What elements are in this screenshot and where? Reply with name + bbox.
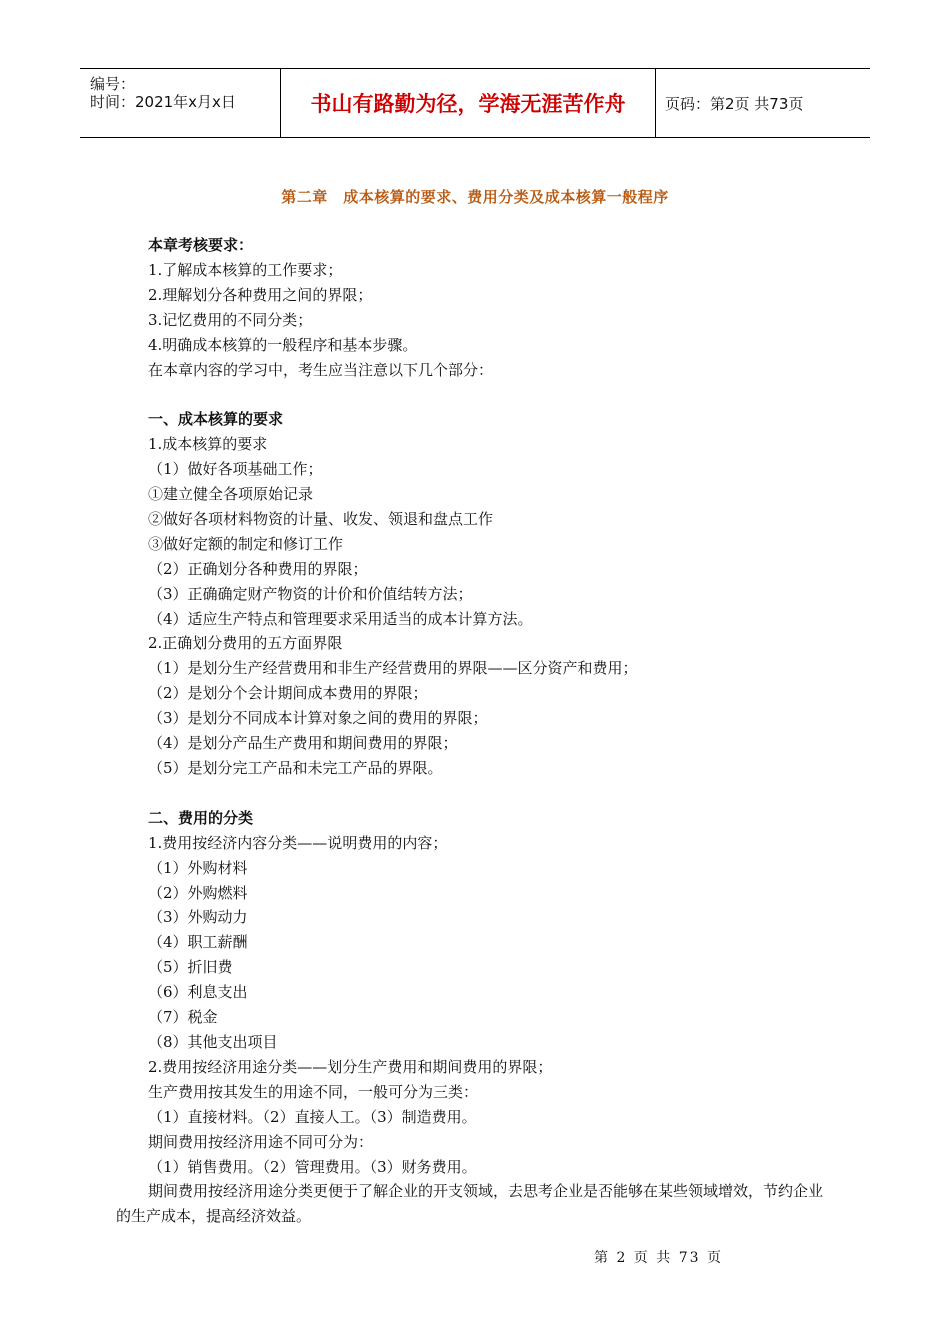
text-line: （4）是划分产品生产费用和期间费用的界限； — [148, 734, 458, 753]
requirements-note: 在本章内容的学习中，考生应当注意以下几个部分： — [148, 360, 494, 379]
header-motto: 书山有路勤为径，学海无涯苦作舟 — [280, 69, 656, 137]
header-meta-cell — [80, 69, 280, 137]
text-line: （3）是划分不同成本计算对象之间的费用的界限； — [148, 709, 488, 728]
header-page-info: 页码：第2页 共73页 — [665, 94, 804, 113]
text-line: （4）适应生产特点和管理要求采用适当的成本计算方法。 — [148, 609, 533, 628]
text-line: （1）直接材料。（2）直接人工。（3）制造费用。 — [148, 1107, 477, 1126]
text-line: （5）是划分完工产品和未完工产品的界限。 — [148, 759, 443, 778]
document-body — [116, 233, 868, 1229]
section-heading: 一、成本核算的要求 — [148, 410, 284, 429]
text-line: 2.费用按经济用途分类——划分生产费用和期间费用的界限； — [148, 1057, 553, 1076]
text-line: （1）外购材料 — [148, 858, 248, 877]
text-line: 2.正确划分费用的五方面界限 — [148, 634, 343, 653]
page-footer: 第 2 页 共 73 页 — [594, 1250, 723, 1266]
text-line: （2）正确划分各种费用的界限； — [148, 559, 368, 578]
spacer — [148, 382, 868, 407]
text-line: （7）税金 — [148, 1008, 218, 1027]
date-label: 时间：2021年x月x日 — [90, 93, 236, 111]
text-line: 1.成本核算的要求 — [148, 435, 268, 454]
text-line: 期间费用按经济用途不同可分为： — [148, 1132, 374, 1151]
text-line: ②做好各项材料物资的计量、收发、领退和盘点工作 — [148, 509, 494, 528]
text-line: （2）外购燃料 — [148, 883, 248, 902]
text-line: （1）是划分生产经营费用和非生产经营费用的界限——区分资产和费用； — [148, 659, 638, 678]
text-line: （2）是划分个会计期间成本费用的界限； — [148, 684, 428, 703]
text-line: （4）职工薪酬 — [148, 933, 248, 952]
text-line: （3）正确确定财产物资的计价和价值结转方法； — [148, 584, 473, 603]
text-line: ③做好定额的制定和修订工作 — [148, 534, 344, 553]
closing-paragraph: 期间费用按经济用途分类更便于了解企业的开支领域，去思考企业是否能够在某些领域增效，节约企业的生产成本，提高经济效益。 — [116, 1182, 824, 1226]
requirement-item: 3.记忆费用的不同分类； — [148, 310, 313, 329]
requirements-heading: 本章考核要求： — [148, 236, 254, 254]
text-line: ①建立健全各项原始记录 — [148, 485, 314, 504]
text-line: （6）利息支出 — [148, 983, 248, 1002]
requirement-item: 2.理解划分各种费用之间的界限； — [148, 285, 373, 304]
requirement-item: 1.了解成本核算的工作要求； — [148, 260, 343, 279]
text-line: （8）其他支出项目 — [148, 1032, 278, 1051]
text-line: 1.费用按经济内容分类——说明费用的内容； — [148, 833, 448, 852]
header-table — [80, 68, 870, 138]
text-line: （3）外购动力 — [148, 908, 248, 927]
text-line: （1）做好各项基础工作； — [148, 460, 323, 479]
text-line: 生产费用按其发生的用途不同，一般可分为三类： — [148, 1082, 479, 1101]
section-heading: 二、费用的分类 — [148, 808, 254, 827]
chapter-title: 第二章 成本核算的要求、费用分类及成本核算一般程序 — [281, 188, 669, 206]
number-label: 编号： — [90, 75, 136, 93]
requirement-item: 4.明确成本核算的一般程序和基本步骤。 — [148, 335, 418, 354]
text-line: （5）折旧费 — [148, 958, 233, 977]
text-line: （1）销售费用。（2）管理费用。（3）财务费用。 — [148, 1157, 477, 1176]
spacer — [148, 781, 868, 806]
